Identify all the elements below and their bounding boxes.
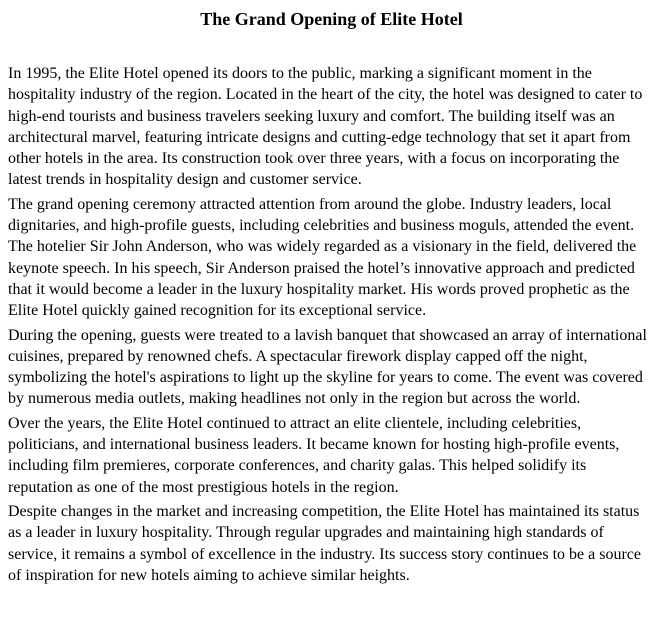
- document-title: The Grand Opening of Elite Hotel: [200, 9, 463, 29]
- paragraph: The grand opening ceremony attracted attention from around the globe. Industry leaders, local dignitaries, and high-profile guests, including celebrities and business moguls, attended the event. The hotelier Sir John Anderson, who was widely regarded as a visionary in the field, delivered the keynote speech. In his speech, Sir Anderson praised the hotel’s innovative approach and predicted that it would become a leader in the luxury hospitality market. His words proved prophetic as the Elite Hotel quickly gained recognition for its exceptional service.: [8, 195, 637, 320]
- document-page: [0, 9, 663, 638]
- paragraph: In 1995, the Elite Hotel opened its doors to the public, marking a significant moment in the hospitality industry of the region. Located in the heart of the city, the hotel was designed to cater to high-end tourists and business travelers seeking luxury and comfort. The building itself was an architectural marvel, featuring intricate designs and cutting-edge technology that set it apart from other hotels in the area. Its construction took over three years, with a focus on incorporating the latest trends in hospitality design and customer service.: [8, 65, 643, 189]
- paragraph: Over the years, the Elite Hotel continued to attract an elite clientele, including celebrities, politicians, and international business leaders. It became known for hosting high-profile events, including film premieres, corporate conferences, and charity galas. This helped solidify its reputation as one of the most prestigious hotels in the region.: [8, 414, 620, 496]
- paragraph: During the opening, guests were treated to a lavish banquet that showcased an array of international cuisines, prepared by renowned chefs. A spectacular firework display capped off the night, symbolizing the hotel's aspirations to light up the skyline for years to come. The event was covered by numerous media outlets, making headlines not only in the region but across the world.: [8, 326, 647, 408]
- paragraph: Despite changes in the market and increasing competition, the Elite Hotel has maintained its status as a leader in luxury hospitality. Through regular upgrades and maintaining high standards of service, it remains a symbol of excellence in the industry. Its success story continues to be a source of inspiration for new hotels aiming to achieve similar heights.: [8, 502, 641, 584]
- document-body: [8, 63, 655, 586]
